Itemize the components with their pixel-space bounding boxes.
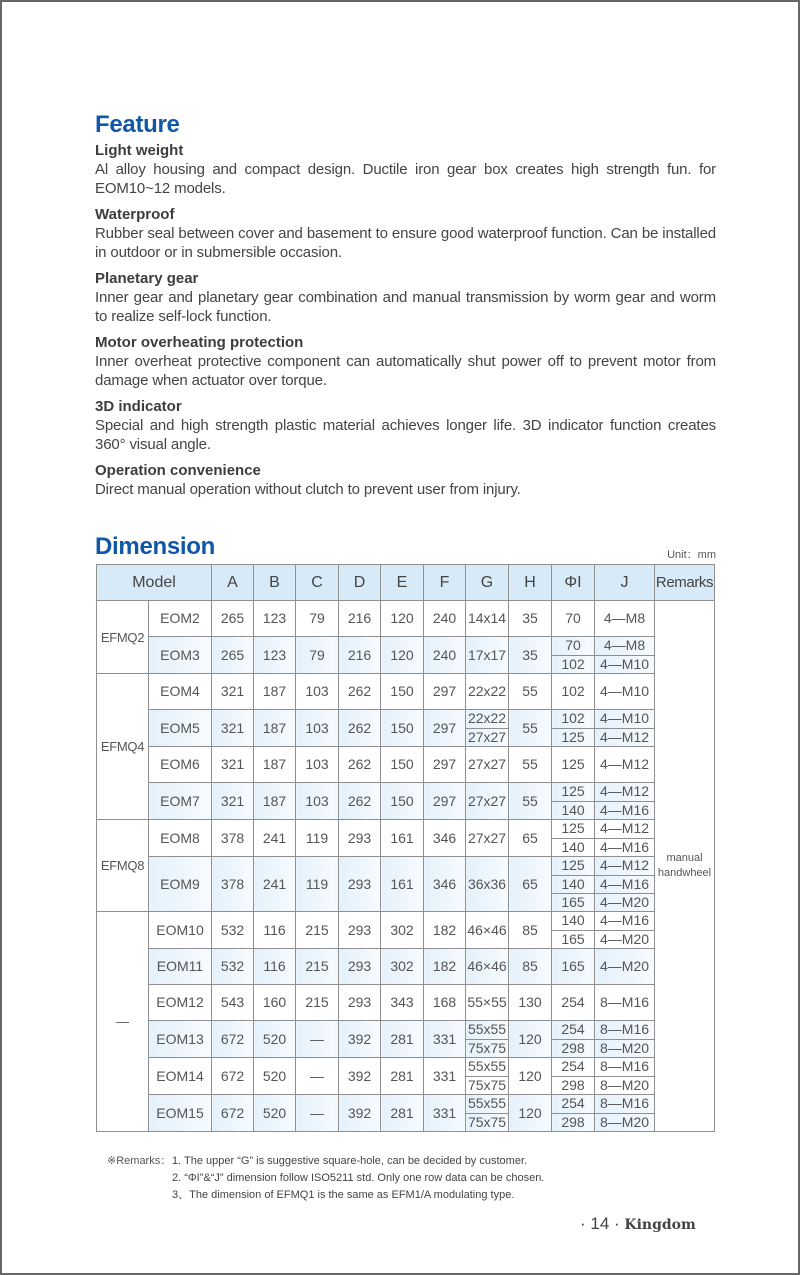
- dim-e-cell: 281: [381, 1058, 424, 1095]
- dim-phi-i-cell: 125: [552, 747, 595, 783]
- dim-phi-i-cell-option: 125: [561, 783, 585, 799]
- dim-phi-i-cell-option: 298: [552, 1076, 594, 1094]
- dim-f-cell: 182: [424, 912, 466, 949]
- dim-phi-i-cell-option: 125: [561, 820, 585, 836]
- dim-e-cell: 120: [381, 637, 424, 674]
- dim-j-cell-option: 8—M16: [600, 1095, 650, 1111]
- model-cell: EOM10: [149, 912, 212, 949]
- dim-h-cell: 120: [509, 1058, 552, 1095]
- dim-j-cell-option: 8—M16: [600, 1058, 650, 1074]
- dim-g-cell: [466, 1058, 509, 1095]
- remark-line: 2. “ΦI”&“J” dimension follow ISO5211 std. Only one row data can be chosen.: [172, 1172, 545, 1184]
- dim-j-cell: 4—M10: [595, 674, 655, 710]
- dim-a-cell: 543: [212, 985, 254, 1021]
- dim-e-cell: 343: [381, 985, 424, 1021]
- dim-b-cell: 520: [254, 1021, 296, 1058]
- feature-item-title: 3D indicator: [95, 398, 182, 415]
- dim-g-cell: 27x27: [466, 820, 509, 857]
- dim-f-cell: 240: [424, 637, 466, 674]
- remarks-prefix: ※Remarks：: [107, 1155, 172, 1167]
- dim-f-cell: 297: [424, 710, 466, 747]
- feature-item-title: Waterproof: [95, 206, 175, 223]
- feature-item: [95, 398, 716, 454]
- dim-b-cell: 160: [254, 985, 296, 1021]
- dim-e-cell: 302: [381, 949, 424, 985]
- dim-c-cell: 119: [296, 820, 339, 857]
- feature-item-desc: Inner gear and planetary gear combination and manual transmission by worm gear and worm to realize self-lock function.: [95, 289, 716, 325]
- dim-e-cell: 161: [381, 820, 424, 857]
- column-header: C: [296, 565, 339, 601]
- dim-e-cell: 150: [381, 710, 424, 747]
- dim-f-cell: 297: [424, 783, 466, 820]
- dim-c-cell: 119: [296, 857, 339, 912]
- dim-j-cell-option: 4—M8: [603, 637, 646, 653]
- model-cell: EOM2: [149, 601, 212, 637]
- table-row: [97, 783, 715, 820]
- feature-item: [95, 142, 716, 198]
- dim-h-cell: 55: [509, 747, 552, 783]
- dim-b-cell: 116: [254, 949, 296, 985]
- dim-phi-i-cell: 102: [552, 674, 595, 710]
- series-cell: EFMQ2: [97, 601, 149, 674]
- feature-item-desc: Direct manual operation without clutch to prevent user from injury.: [95, 481, 521, 498]
- dim-j-cell-option: 8—M16: [600, 1021, 650, 1037]
- table-row: [97, 820, 715, 857]
- table-row: [97, 601, 715, 637]
- dim-a-cell: 321: [212, 783, 254, 820]
- dim-f-cell: 182: [424, 949, 466, 985]
- remark-line: 1. The upper “G” is suggestive square-hole, can be decided by customer.: [172, 1155, 528, 1167]
- dim-a-cell: 672: [212, 1058, 254, 1095]
- model-cell: EOM8: [149, 820, 212, 857]
- dim-j-cell: [595, 710, 655, 747]
- dim-g-cell: 22x22: [466, 674, 509, 710]
- column-header: F: [424, 565, 466, 601]
- dim-b-cell: 187: [254, 710, 296, 747]
- dim-b-cell: 123: [254, 637, 296, 674]
- dim-f-cell: 297: [424, 674, 466, 710]
- column-header: B: [254, 565, 296, 601]
- dim-g-cell-option: 75x75: [467, 1114, 507, 1130]
- dim-g-cell: 46×46: [466, 912, 509, 949]
- dim-g-cell: 27x27: [466, 783, 509, 820]
- dim-b-cell: 520: [254, 1095, 296, 1132]
- dim-phi-i-cell: 165: [552, 949, 595, 985]
- dim-h-cell: 55: [509, 674, 552, 710]
- dim-g-cell-option: 75x75: [467, 1077, 507, 1093]
- dim-c-cell: —: [296, 1058, 339, 1095]
- unit-label: Unit：mm: [667, 549, 716, 561]
- feature-item-desc: Rubber seal between cover and basement to ensure good waterproof function. Can be installed in outdoor or in submersible occasion.: [95, 225, 716, 261]
- model-cell: EOM14: [149, 1058, 212, 1095]
- column-header: A: [212, 565, 254, 601]
- dim-j-cell-option: 8—M20: [595, 1076, 654, 1094]
- dim-b-cell: 187: [254, 747, 296, 783]
- dim-a-cell: 378: [212, 820, 254, 857]
- feature-item-desc: Al alloy housing and compact design. Ductile iron gear box creates high strength fun. for EOM10~12 models.: [95, 161, 716, 197]
- dim-c-cell: —: [296, 1095, 339, 1132]
- dim-h-cell: 35: [509, 637, 552, 674]
- dim-b-cell: 520: [254, 1058, 296, 1095]
- column-header: E: [381, 565, 424, 601]
- dim-phi-i-cell-option: 102: [552, 655, 594, 673]
- table-row: [97, 747, 715, 783]
- dim-phi-i-cell-option: 298: [552, 1039, 594, 1057]
- table-row: [97, 912, 715, 949]
- dim-e-cell: 302: [381, 912, 424, 949]
- model-cell: EOM5: [149, 710, 212, 747]
- table-row: [97, 1058, 715, 1095]
- dim-phi-i-cell-option: 165: [552, 893, 594, 911]
- feature-item-desc: Inner overheat protective component can automatically shut power off to prevent motor from damage when actuator over torque.: [95, 353, 716, 389]
- dim-g-cell-option: 55x55: [467, 1095, 507, 1111]
- dim-c-cell: —: [296, 1021, 339, 1058]
- dim-e-cell: 161: [381, 857, 424, 912]
- column-header: J: [595, 565, 655, 601]
- dim-j-cell-option: 4—M12: [600, 783, 650, 799]
- column-header: ΦI: [552, 565, 595, 601]
- dim-b-cell: 187: [254, 783, 296, 820]
- dim-d-cell: 293: [339, 820, 381, 857]
- dim-a-cell: 321: [212, 710, 254, 747]
- dim-f-cell: 240: [424, 601, 466, 637]
- model-cell: EOM3: [149, 637, 212, 674]
- dim-f-cell: 297: [424, 747, 466, 783]
- dim-j-cell-option: 8—M20: [595, 1039, 654, 1057]
- dim-j-cell: [595, 1095, 655, 1132]
- dim-j-cell: [595, 857, 655, 912]
- dim-e-cell: 150: [381, 783, 424, 820]
- model-cell: EOM7: [149, 783, 212, 820]
- model-cell: EOM15: [149, 1095, 212, 1132]
- dim-phi-i-cell-option: 140: [552, 875, 594, 893]
- dim-d-cell: 392: [339, 1095, 381, 1132]
- dim-phi-i-cell-option: 70: [565, 637, 581, 653]
- dim-b-cell: 116: [254, 912, 296, 949]
- dim-j-cell-option: 4—M16: [595, 838, 654, 856]
- dim-f-cell: 346: [424, 857, 466, 912]
- series-cell: EFMQ4: [97, 674, 149, 820]
- column-header: Model: [97, 565, 212, 601]
- dim-c-cell: 103: [296, 674, 339, 710]
- column-header: H: [509, 565, 552, 601]
- dim-c-cell: 215: [296, 912, 339, 949]
- table-row: [97, 857, 715, 912]
- dim-j-cell-option: 4—M10: [600, 710, 650, 726]
- table-row: [97, 985, 715, 1021]
- dim-phi-i-cell-option: 254: [561, 1095, 585, 1111]
- table-row: [97, 1095, 715, 1132]
- dim-g-cell: 14x14: [466, 601, 509, 637]
- feature-item: [95, 270, 716, 326]
- dim-j-cell: [595, 820, 655, 857]
- feature-title: Feature: [95, 111, 180, 138]
- feature-item-title: Motor overheating protection: [95, 334, 304, 351]
- feature-list: [95, 142, 716, 499]
- dim-g-cell-option: 55x55: [467, 1021, 507, 1037]
- dim-e-cell: 150: [381, 674, 424, 710]
- dim-h-cell: 120: [509, 1095, 552, 1132]
- dim-f-cell: 346: [424, 820, 466, 857]
- dim-e-cell: 281: [381, 1095, 424, 1132]
- table-row: [97, 949, 715, 985]
- dim-j-cell: [595, 1058, 655, 1095]
- table-row: [97, 637, 715, 674]
- dim-e-cell: 150: [381, 747, 424, 783]
- dim-c-cell: 215: [296, 949, 339, 985]
- page-footer: [580, 1214, 696, 1234]
- dim-j-cell: 4—M20: [595, 949, 655, 985]
- remark-line: 3、The dimension of EFMQ1 is the same as EFM1/A modulating type.: [172, 1189, 515, 1201]
- dim-c-cell: 215: [296, 985, 339, 1021]
- dim-b-cell: 187: [254, 674, 296, 710]
- dim-c-cell: 103: [296, 747, 339, 783]
- feature-item: [95, 334, 716, 390]
- dim-e-cell: 120: [381, 601, 424, 637]
- model-cell: EOM6: [149, 747, 212, 783]
- dim-d-cell: 293: [339, 985, 381, 1021]
- dim-c-cell: 103: [296, 710, 339, 747]
- dim-d-cell: 293: [339, 857, 381, 912]
- feature-item: [95, 462, 716, 499]
- dim-j-cell-option: 8—M20: [595, 1113, 654, 1131]
- dim-b-cell: 241: [254, 857, 296, 912]
- feature-item: [95, 206, 716, 262]
- dim-g-cell: 27x27: [466, 747, 509, 783]
- dim-a-cell: 672: [212, 1095, 254, 1132]
- dim-phi-i-cell-option: 140: [552, 801, 594, 819]
- dim-phi-i-cell: [552, 710, 595, 747]
- dim-j-cell-option: 4—M12: [595, 728, 654, 746]
- dim-phi-i-cell-option: 298: [552, 1113, 594, 1131]
- dim-j-cell-option: 4—M16: [595, 801, 654, 819]
- dim-phi-i-cell-option: 125: [561, 857, 585, 873]
- dim-c-cell: 79: [296, 637, 339, 674]
- dim-j-cell-option: 4—M12: [600, 820, 650, 836]
- dim-j-cell: [595, 1021, 655, 1058]
- dim-j-cell: [595, 912, 655, 949]
- dim-g-cell: [466, 710, 509, 747]
- dim-d-cell: 262: [339, 674, 381, 710]
- dim-phi-i-cell: [552, 1021, 595, 1058]
- column-header: Remarks: [655, 565, 715, 601]
- dim-d-cell: 392: [339, 1058, 381, 1095]
- series-cell: —: [97, 912, 149, 1132]
- table-row: [97, 674, 715, 710]
- model-cell: EOM13: [149, 1021, 212, 1058]
- dim-h-cell: 65: [509, 857, 552, 912]
- dim-j-cell: 4—M8: [595, 601, 655, 637]
- dim-h-cell: 120: [509, 1021, 552, 1058]
- model-cell: EOM11: [149, 949, 212, 985]
- dim-phi-i-cell: 254: [552, 985, 595, 1021]
- dim-f-cell: 331: [424, 1021, 466, 1058]
- dimension-title: Dimension: [95, 533, 215, 560]
- dim-d-cell: 392: [339, 1021, 381, 1058]
- dim-phi-i-cell: [552, 783, 595, 820]
- dim-b-cell: 241: [254, 820, 296, 857]
- table-header-row: [97, 565, 715, 601]
- dim-phi-i-cell: [552, 637, 595, 674]
- table-row: [97, 710, 715, 747]
- dim-b-cell: 123: [254, 601, 296, 637]
- dim-g-cell: 36x36: [466, 857, 509, 912]
- dim-d-cell: 216: [339, 601, 381, 637]
- dim-a-cell: 321: [212, 747, 254, 783]
- dim-phi-i-cell: [552, 912, 595, 949]
- feature-item-title: Planetary gear: [95, 270, 199, 287]
- dim-g-cell-option: 22x22: [467, 710, 507, 726]
- dim-j-cell-option: 4—M12: [600, 857, 650, 873]
- dim-phi-i-cell-option: 140: [561, 912, 585, 928]
- dim-g-cell: [466, 1095, 509, 1132]
- remarks-notes: [107, 1153, 544, 1204]
- remarks-cell: manual handwheel: [655, 601, 715, 1132]
- dim-g-cell: 55×55: [466, 985, 509, 1021]
- dim-f-cell: 168: [424, 985, 466, 1021]
- dim-g-cell-option: 27x27: [467, 729, 507, 745]
- dim-h-cell: 55: [509, 783, 552, 820]
- dim-f-cell: 331: [424, 1058, 466, 1095]
- dim-j-cell-option: 4—M20: [595, 893, 654, 911]
- dim-phi-i-cell-option: 165: [552, 930, 594, 948]
- feature-item-title: Operation convenience: [95, 462, 261, 479]
- model-cell: EOM12: [149, 985, 212, 1021]
- dim-h-cell: 85: [509, 949, 552, 985]
- dim-g-cell: 17x17: [466, 637, 509, 674]
- dim-d-cell: 293: [339, 949, 381, 985]
- dim-j-cell: [595, 637, 655, 674]
- dim-g-cell: [466, 1021, 509, 1058]
- dim-h-cell: 65: [509, 820, 552, 857]
- dim-a-cell: 265: [212, 637, 254, 674]
- dim-j-cell: [595, 783, 655, 820]
- dim-d-cell: 216: [339, 637, 381, 674]
- dim-d-cell: 262: [339, 710, 381, 747]
- dim-phi-i-cell: [552, 1058, 595, 1095]
- table-row: [97, 1021, 715, 1058]
- series-cell: EFMQ8: [97, 820, 149, 912]
- model-cell: EOM4: [149, 674, 212, 710]
- dim-phi-i-cell: [552, 857, 595, 912]
- dim-phi-i-cell-option: 254: [561, 1021, 585, 1037]
- dim-j-cell: 8—M16: [595, 985, 655, 1021]
- dim-d-cell: 293: [339, 912, 381, 949]
- dimension-table: [96, 564, 715, 1132]
- dim-c-cell: 79: [296, 601, 339, 637]
- dim-j-cell-option: 4—M20: [595, 930, 654, 948]
- dim-h-cell: 35: [509, 601, 552, 637]
- model-cell: EOM9: [149, 857, 212, 912]
- dim-h-cell: 55: [509, 710, 552, 747]
- dim-a-cell: 672: [212, 1021, 254, 1058]
- dim-phi-i-cell-option: 102: [561, 710, 585, 726]
- dim-a-cell: 321: [212, 674, 254, 710]
- feature-item-desc: Special and high strength plastic material achieves longer life. 3D indicator function creates 360° visual angle.: [95, 417, 716, 453]
- dim-phi-i-cell-option: 125: [552, 728, 594, 746]
- dim-d-cell: 262: [339, 747, 381, 783]
- column-header: G: [466, 565, 509, 601]
- dim-d-cell: 262: [339, 783, 381, 820]
- dim-g-cell-option: 75x75: [467, 1040, 507, 1056]
- dim-a-cell: 532: [212, 949, 254, 985]
- dim-h-cell: 85: [509, 912, 552, 949]
- dim-a-cell: 532: [212, 912, 254, 949]
- dim-a-cell: 378: [212, 857, 254, 912]
- dim-j-cell: 4—M12: [595, 747, 655, 783]
- dim-phi-i-cell: 70: [552, 601, 595, 637]
- dim-phi-i-cell: [552, 1095, 595, 1132]
- dim-phi-i-cell: [552, 820, 595, 857]
- dim-f-cell: 331: [424, 1095, 466, 1132]
- dim-j-cell-option: 4—M16: [600, 912, 650, 928]
- dim-c-cell: 103: [296, 783, 339, 820]
- dim-g-cell-option: 55x55: [467, 1058, 507, 1074]
- feature-section: [95, 110, 716, 499]
- dimension-header: [95, 532, 716, 562]
- dim-j-cell-option: 4—M16: [595, 875, 654, 893]
- dim-phi-i-cell-option: 140: [552, 838, 594, 856]
- page-number: · 14 ·: [580, 1214, 620, 1233]
- dim-g-cell: 46×46: [466, 949, 509, 985]
- dim-h-cell: 130: [509, 985, 552, 1021]
- dim-e-cell: 281: [381, 1021, 424, 1058]
- feature-item-title: Light weight: [95, 142, 184, 159]
- dim-j-cell-option: 4—M10: [595, 655, 654, 673]
- column-header: D: [339, 565, 381, 601]
- dim-phi-i-cell-option: 254: [561, 1058, 585, 1074]
- brand-name: Kingdom: [624, 1217, 696, 1233]
- dim-a-cell: 265: [212, 601, 254, 637]
